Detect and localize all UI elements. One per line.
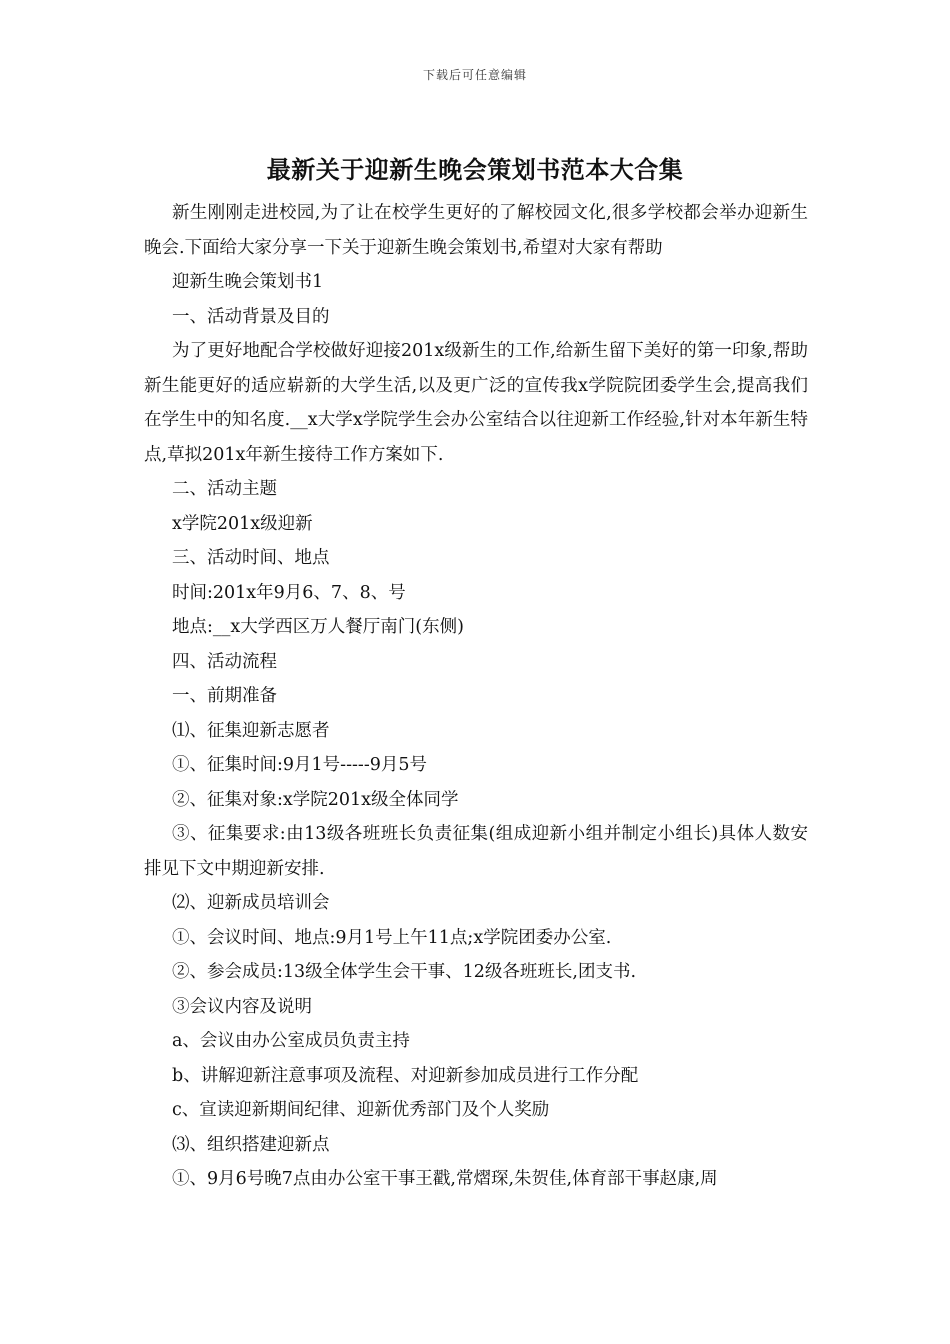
paragraph: 新生刚刚走进校园,为了让在校学生更好的了解校园文化,很多学校都会举办迎新生晚会.下面给大家分享一下关于迎新生晚会策划书,希望对大家有帮助 xyxy=(144,203,808,258)
list-item: ①、会议时间、地点:9月1号上午11点;x学院团委办公室. xyxy=(172,927,612,948)
list-item: ③、征集要求:由13级各班班长负责征集(组成迎新小组并制定小组长)具体人数安排见下文中期迎新安排. xyxy=(144,824,808,879)
list-item: ③会议内容及说明 xyxy=(172,996,312,1017)
document-body xyxy=(144,196,808,1197)
list-item: c、宣读迎新期间纪律、迎新优秀部门及个人奖励 xyxy=(172,1100,550,1120)
list-item: ②、征集对象:x学院201x级全体同学 xyxy=(172,789,459,810)
section-heading: 四、活动流程 xyxy=(172,651,277,672)
paragraph: 地点:__x大学西区万人餐厅南门(东侧) xyxy=(172,617,464,637)
list-item: ①、征集时间:9月1号-----9月5号 xyxy=(172,755,427,775)
section-heading: 一、前期准备 xyxy=(172,686,277,706)
list-item: ①、9月6号晚7点由办公室干事王戳,常熠琛,朱贺佳,体育部干事赵康,周 xyxy=(172,1169,718,1189)
paragraph: 时间:201x年9月6、7、8、号 xyxy=(172,582,406,603)
section-heading: 一、活动背景及目的 xyxy=(172,306,330,327)
list-item: a、会议由办公室成员负责主持 xyxy=(172,1031,410,1051)
paragraph: x学院201x级迎新 xyxy=(172,513,313,534)
page-header-note: 下载后可任意编辑 xyxy=(422,68,527,82)
document-title: 最新关于迎新生晚会策划书范本大合集 xyxy=(266,155,684,184)
list-item: ⑵、迎新成员培训会 xyxy=(172,893,330,913)
paragraph: 为了更好地配合学校做好迎接201x级新生的工作,给新生留下美好的第一印象,帮助新生能更好的适应崭新的大学生活,以及更广泛的宣传我x学院院团委学生会,提高我们在学生中的知名度.__x大学x学院学生会办公室结合以往迎新工作经验,针对本年新生特点,草拟201x年新生接待工作方案如下. xyxy=(144,341,808,465)
paragraph: 迎新生晚会策划书1 xyxy=(172,272,324,292)
section-heading: 三、活动时间、地点 xyxy=(172,548,330,568)
list-item: b、讲解迎新注意事项及流程、对迎新参加成员进行工作分配 xyxy=(172,1065,639,1086)
list-item: ②、参会成员:13级全体学生会干事、12级各班班长,团支书. xyxy=(172,962,637,982)
section-heading: 二、活动主题 xyxy=(172,479,277,499)
list-item: ⑴、征集迎新志愿者 xyxy=(172,720,330,741)
list-item: ⑶、组织搭建迎新点 xyxy=(172,1134,330,1155)
